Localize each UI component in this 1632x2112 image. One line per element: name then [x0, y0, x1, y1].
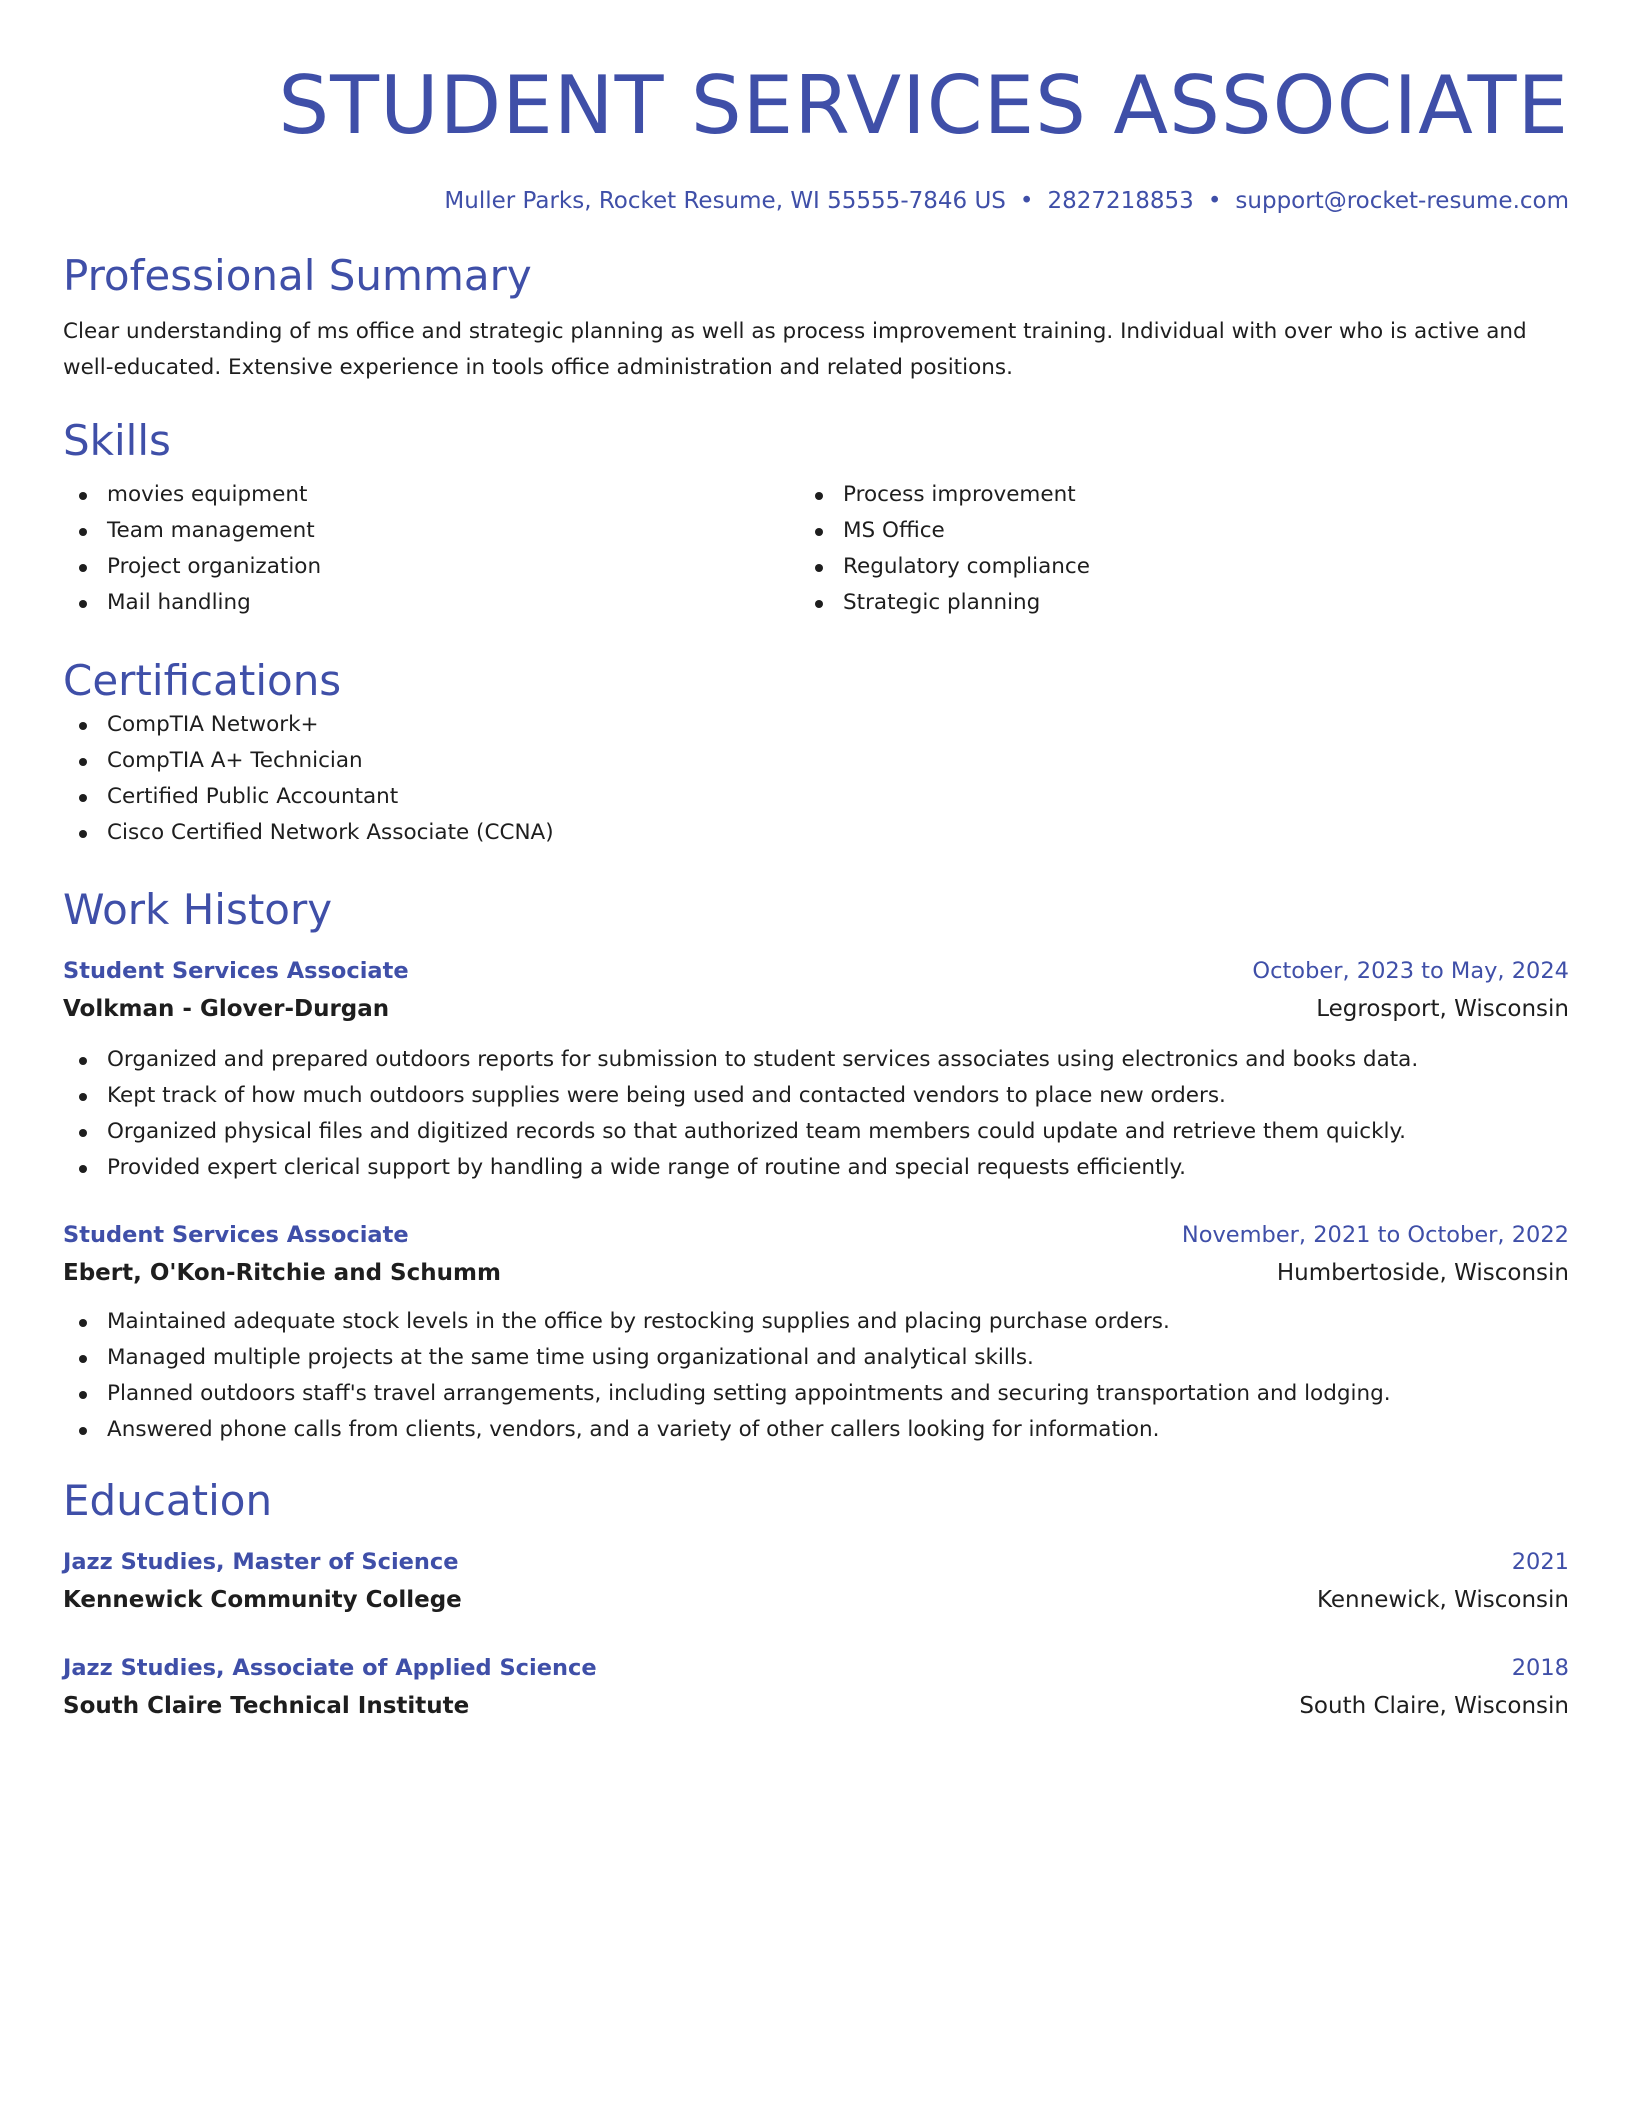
school-location: South Claire, Wisconsin [1299, 1693, 1569, 1719]
skill-item: Strategic planning [799, 585, 1535, 621]
contact-line [63, 186, 1569, 216]
resume-name-title: STUDENT SERVICES ASSOCIATE [278, 59, 1569, 152]
work-entry-header [63, 952, 1569, 990]
job-location: Humbertoside, Wisconsin [1276, 1260, 1569, 1286]
section-title-work-history: Work History [63, 885, 333, 934]
graduation-year: 2021 [1511, 1549, 1569, 1575]
skill-item: Project organization [63, 549, 799, 585]
job-duties-list [63, 1304, 1569, 1448]
skill-item: movies equipment [63, 477, 799, 513]
work-entry-header [63, 1216, 1569, 1254]
school-name: South Claire Technical Institute [63, 1693, 470, 1719]
education-entry-header [63, 1649, 1569, 1687]
contact-separator: • [1207, 188, 1222, 214]
graduation-year: 2018 [1511, 1655, 1569, 1681]
section-title-summary: Professional Summary [63, 251, 532, 300]
certification-item: Certified Public Accountant [63, 779, 1569, 815]
job-duty-item: Managed multiple projects at the same time using organizational and analytical skills. [63, 1340, 1569, 1376]
job-duty-item: Provided expert clerical support by handling a wide range of routine and special requests efficiently. [63, 1150, 1569, 1186]
job-duty-item: Planned outdoors staff's travel arrangements, including setting appointments and securing transportation and lodging. [63, 1376, 1569, 1412]
skill-item: Team management [63, 513, 799, 549]
education-entry [63, 1543, 1569, 1619]
skill-item: Process improvement [799, 477, 1535, 513]
job-duty-item: Maintained adequate stock levels in the office by restocking supplies and placing purchase orders. [63, 1304, 1569, 1340]
job-duty-item: Organized and prepared outdoors reports for submission to student services associates using electronics and books data. [63, 1042, 1569, 1078]
job-company: Volkman - Glover-Durgan [63, 996, 390, 1022]
job-duty-item: Organized physical files and digitized records so that authorized team members could update and retrieve them quickly. [63, 1114, 1569, 1150]
certifications-list [63, 707, 1569, 851]
summary-text: Clear understanding of ms office and strategic planning as well as process improvement training. Individual with over who is active and well-educated. Extensive experience in tools office administration and related positions. [63, 319, 1527, 380]
work-entry [63, 952, 1569, 1186]
work-entry-subheader [63, 1254, 1569, 1292]
degree-title: Jazz Studies, Associate of Applied Science [63, 1655, 597, 1681]
job-location: Legrosport, Wisconsin [1316, 996, 1569, 1022]
contact-separator: • [1019, 188, 1034, 214]
skill-item: Mail handling [63, 585, 799, 621]
certification-item: CompTIA A+ Technician [63, 743, 1569, 779]
job-dates: October, 2023 to May, 2024 [1252, 958, 1569, 984]
education-entry-header [63, 1543, 1569, 1581]
work-entry-subheader [63, 990, 1569, 1028]
contact-phone: 2827218853 [1047, 188, 1194, 214]
skills-column-right [799, 477, 1535, 621]
job-dates: November, 2021 to October, 2022 [1181, 1222, 1569, 1248]
job-title: Student Services Associate [63, 1222, 409, 1248]
school-location: Kennewick, Wisconsin [1316, 1587, 1569, 1613]
school-name: Kennewick Community College [63, 1587, 462, 1613]
section-title-skills: Skills [63, 416, 171, 465]
job-title: Student Services Associate [63, 958, 409, 984]
job-duties-list [63, 1042, 1569, 1186]
job-duty-item: Kept track of how much outdoors supplies were being used and contacted vendors to place new orders. [63, 1078, 1569, 1114]
certification-item: Cisco Certified Network Associate (CCNA) [63, 815, 1569, 851]
certification-item: CompTIA Network+ [63, 707, 1569, 743]
section-title-certifications: Certifications [63, 656, 342, 705]
skill-item: Regulatory compliance [799, 549, 1535, 585]
education-entry-subheader [63, 1687, 1569, 1725]
skills-column-left [63, 477, 799, 621]
job-company: Ebert, O'Kon-Ritchie and Schumm [63, 1260, 501, 1286]
job-duty-item: Answered phone calls from clients, vendors, and a variety of other callers looking for information. [63, 1412, 1569, 1448]
work-entry [63, 1216, 1569, 1448]
contact-address: Muller Parks, Rocket Resume, WI 55555-7846 US [444, 188, 1006, 214]
section-title-education: Education [63, 1476, 273, 1525]
degree-title: Jazz Studies, Master of Science [63, 1549, 459, 1575]
skill-item: MS Office [799, 513, 1535, 549]
education-entry [63, 1649, 1569, 1725]
contact-email[interactable]: support@rocket-resume.com [1235, 188, 1569, 214]
skills-list [63, 477, 1569, 621]
education-entry-subheader [63, 1581, 1569, 1619]
